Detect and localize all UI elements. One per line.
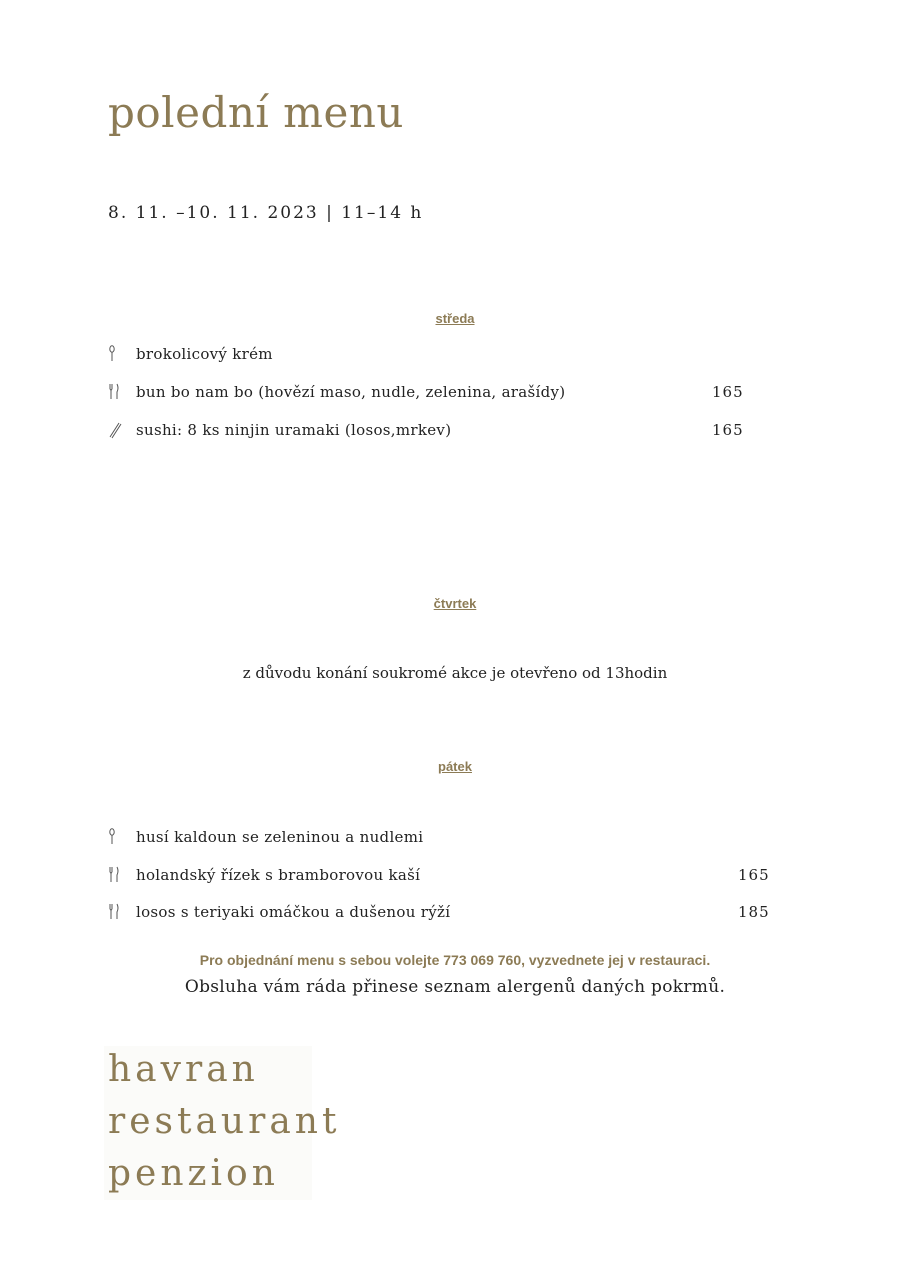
day-heading-friday: pátek [438,759,472,774]
menu-item [108,381,768,405]
menu-item-name: brokolicový krém [136,345,273,363]
menu-item-name: bun bo nam bo (hovězí maso, nudle, zelenina, arašídy) [136,383,566,401]
logo-line-havran: havran [108,1049,259,1090]
menu-item [108,901,768,925]
menu-item-price: 165 [712,421,744,439]
spoon-icon [108,828,124,848]
menu-item-price: 165 [738,866,770,884]
logo-line-restaurant: restaurant [108,1101,341,1142]
fork-knife-icon [108,383,124,403]
logo [104,1046,341,1200]
menu-item-name: sushi: 8 ks ninjin uramaki (losos,mrkev) [136,421,452,439]
menu-item [108,864,768,888]
menu-item [108,826,768,850]
page-title: polední menu [108,88,404,137]
thursday-notice: z důvodu konání soukromé akce je otevřeno od 13hodin [242,664,668,682]
day-heading-thursday: čtvrtek [433,596,477,611]
day-heading-wednesday: středa [435,311,475,326]
chopsticks-icon [108,421,124,441]
order-note: Pro objednání menu s sebou volejte 773 069 760, vyzvednete jej v restauraci. [199,952,711,968]
menu-item [108,419,768,443]
fork-knife-icon [108,903,124,923]
fork-knife-icon [108,866,124,886]
spoon-icon [108,345,124,365]
menu-item-name: husí kaldoun se zeleninou a nudlemi [136,828,424,846]
menu-item-name: losos s teriyaki omáčkou a dušenou rýží [136,903,451,921]
date-range: 8. 11. –10. 11. 2023 | 11–14 h [108,203,424,223]
logo-line-penzion: penzion [108,1153,279,1194]
allergen-note: Obsluha vám ráda přinese seznam alergenů daných pokrmů. [184,977,726,997]
menu-item-name: holandský řízek s bramborovou kaší [136,866,421,884]
menu-item-price: 185 [738,903,770,921]
menu-item-price: 165 [712,383,744,401]
menu-item [108,343,768,367]
